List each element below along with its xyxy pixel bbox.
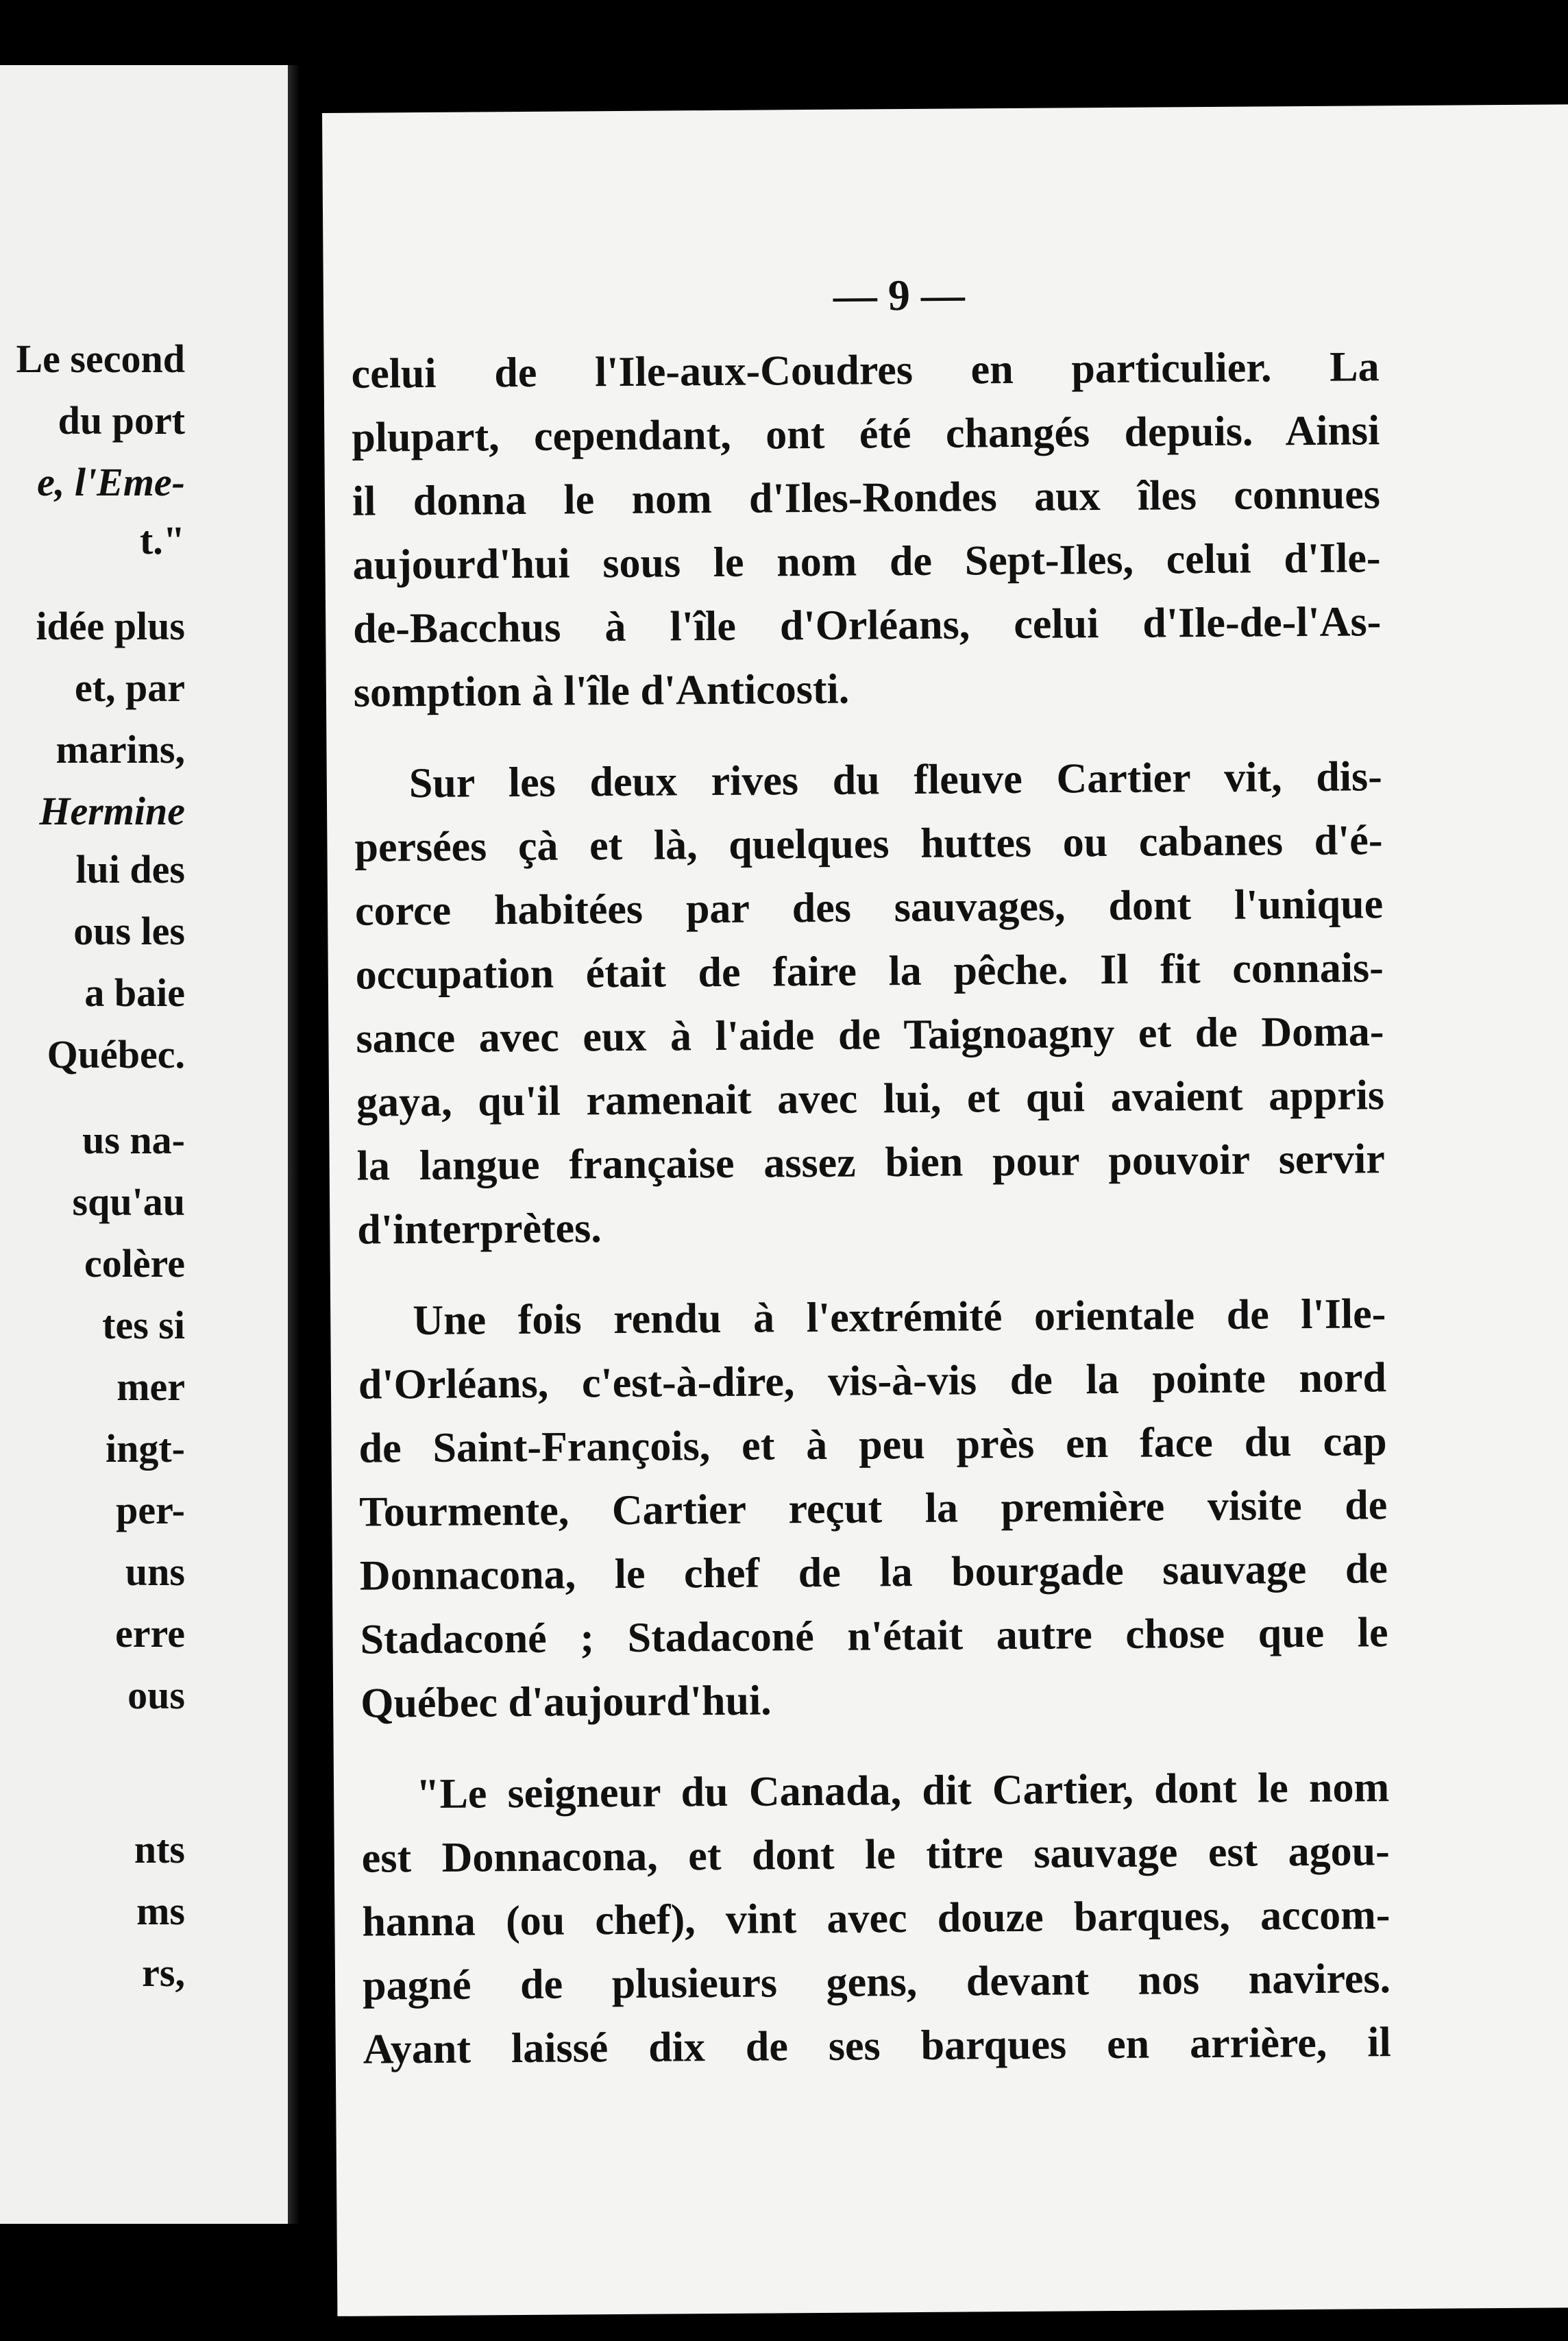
text-line: persées çà et là, quelques huttes ou cabanes d'é- — [354, 817, 1383, 871]
left-line: idée plus — [36, 604, 185, 648]
left-line: uns — [125, 1549, 185, 1594]
text-line: il donna le nom d'Iles-Rondes aux îles connues — [352, 471, 1381, 525]
left-line: et, par — [74, 665, 185, 710]
book-page — [322, 104, 1568, 2316]
left-line: per- — [116, 1488, 185, 1532]
text-line: Une fois rendu à l'extrémité orientale de l'Ile- — [413, 1290, 1386, 1345]
text-line: Québec d'aujourd'hui. — [360, 1677, 772, 1727]
left-line — [39, 788, 185, 834]
text-line: de Saint-François, et à peu près en face du cap — [358, 1418, 1387, 1472]
left-line: colère — [84, 1241, 185, 1286]
left-line: Le second — [16, 336, 185, 381]
left-line: Québec. — [47, 1032, 185, 1077]
left-line: ous les — [73, 909, 185, 953]
text-line: Donnacona, le chef de la bourgade sauvage de — [359, 1545, 1388, 1600]
text-line: Stadaconé ; Stadaconé n'était autre chose que le — [360, 1609, 1388, 1663]
left-line: rs, — [142, 1950, 185, 1995]
paragraph — [358, 1282, 1389, 1735]
left-line: t." — [139, 518, 185, 563]
text-line: occupation était de faire la pêche. Il fit connais- — [355, 944, 1384, 998]
left-line: lui des — [75, 847, 185, 892]
text-line: gaya, qu'il ramenait avec lui, et qui avaient appris — [356, 1072, 1385, 1126]
left-line: us na- — [82, 1118, 185, 1162]
left-line: ms — [136, 1889, 185, 1933]
left-line: nts — [134, 1827, 185, 1872]
left-line: du port — [58, 398, 185, 443]
left-line: mer — [117, 1364, 185, 1409]
text-line: d'interprètes. — [357, 1205, 602, 1253]
paragraph — [361, 1756, 1391, 2081]
text-line: Sur les deux rives du fleuve Cartier vit, dis- — [408, 753, 1383, 807]
text-line: la langue française assez bien pour pouvoir servir — [356, 1136, 1385, 1190]
text-line: aujourd'hui sous le nom de Sept-Iles, celui d'Ile- — [352, 535, 1381, 589]
left-line-text: e, l'Eme- — [37, 460, 185, 504]
left-line: ous — [127, 1673, 185, 1717]
text-line: de-Bacchus à l'île d'Orléans, celui d'Ile-de-l'As- — [353, 598, 1382, 652]
text-line: hanna (ou chef), vint avec douze barques, accom- — [362, 1891, 1391, 1946]
left-line-text: Hermine — [39, 789, 185, 833]
page-body — [351, 335, 1391, 2081]
left-line: squ'au — [72, 1179, 185, 1224]
book-gutter — [288, 65, 322, 2224]
text-line: somption à l'île d'Anticosti. — [353, 665, 850, 716]
page-number: — 9 — — [833, 270, 966, 320]
paragraph — [351, 335, 1382, 724]
left-line: erre — [115, 1611, 185, 1656]
text-line: est Donnacona, et dont le titre sauvage est agou- — [361, 1828, 1390, 1882]
left-line: tes si — [102, 1303, 185, 1347]
text-line: sance avec eux à l'aide de Taignoagny et de Doma- — [356, 1008, 1384, 1062]
text-line: plupart, cependant, ont été changés depuis. Ainsi — [352, 407, 1380, 461]
text-line: d'Orléans, c'est-à-dire, vis-à-vis de la pointe nord — [358, 1354, 1387, 1408]
left-page-fragment — [0, 65, 288, 2224]
text-line: corce habitées par des sauvages, dont l'unique — [354, 881, 1384, 935]
paragraph — [354, 745, 1386, 1262]
left-line: ingt- — [106, 1426, 185, 1471]
left-line: a baie — [84, 970, 185, 1015]
text-line: celui de l'Ile-aux-Coudres en particulier. La — [351, 343, 1380, 397]
left-line — [37, 459, 185, 505]
text-line: Ayant laissé dix de ses barques en arrière, il — [363, 2019, 1391, 2073]
text-line: Tourmente, Cartier reçut la première visite de — [359, 1482, 1388, 1536]
text-line: pagné de plusieurs gens, devant nos navires. — [362, 1955, 1391, 2009]
left-line: marins, — [56, 727, 185, 772]
text-line: "Le seigneur du Canada, dit Cartier, dont le nom — [415, 1764, 1390, 1818]
